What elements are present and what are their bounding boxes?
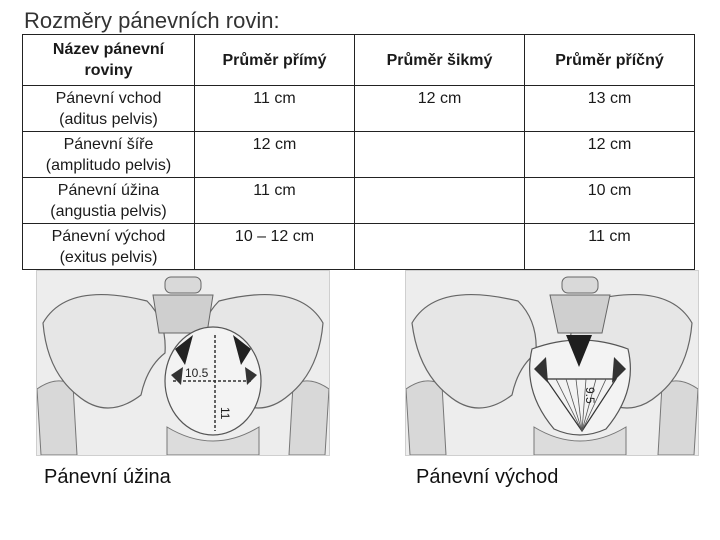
femur-right-shape (658, 381, 698, 455)
header-plane-name (23, 35, 195, 86)
direct-value: 11 cm (195, 86, 355, 132)
header-text: Průměr příčný (555, 51, 664, 69)
plane-latin-name: (aditus pelvis) (59, 110, 158, 128)
plane-name-cell (23, 132, 195, 178)
plane-latin-name: (angustia pelvis) (50, 202, 167, 220)
femur-right-shape (289, 381, 329, 455)
femur-left-shape (406, 381, 446, 455)
femur-left-shape (37, 381, 77, 455)
pelvis-illustration-svg (406, 271, 698, 455)
caption-pelvic-strait: Pánevní úžina (44, 466, 171, 488)
plane-name-cell (23, 86, 195, 132)
oblique-value: 12 cm (355, 86, 525, 132)
pelvis-strait-illustration (36, 270, 330, 456)
pelvic-dimensions-table (22, 34, 695, 270)
table-row (23, 224, 695, 270)
header-direct-diameter (195, 35, 355, 86)
plane-name: Pánevní šíře (63, 135, 154, 153)
plane-latin-name: (exitus pelvis) (59, 248, 158, 266)
table-header-row (23, 35, 695, 86)
transverse-value: 12 cm (525, 132, 695, 178)
header-transverse-diameter (525, 35, 695, 86)
transverse-value: 11 cm (525, 224, 695, 270)
direct-value: 10 – 12 cm (195, 224, 355, 270)
pelvis-outlet-illustration (405, 270, 699, 456)
plane-latin-name: (amplitudo pelvis) (45, 156, 172, 174)
vertebra-shape (165, 277, 201, 293)
header-text: roviny (84, 62, 133, 79)
table-row (23, 86, 695, 132)
plane-name-cell (23, 224, 195, 270)
transverse-value: 10 cm (525, 178, 695, 224)
conjugate-label: 11 (218, 407, 232, 420)
sacrum-shape (550, 295, 610, 333)
plane-name-cell (23, 178, 195, 224)
header-oblique-diameter (355, 35, 525, 86)
vertebra-shape (562, 277, 598, 293)
caption-pelvic-outlet: Pánevní východ (416, 466, 559, 488)
page-title: Rozměry pánevních rovin: (24, 8, 280, 33)
transverse-value: 13 cm (525, 86, 695, 132)
outlet-diameter-label: 9.5 (583, 387, 597, 404)
header-text: Název pánevní (52, 41, 165, 58)
oblique-value (355, 132, 525, 178)
pelvis-illustration-svg (37, 271, 329, 455)
oblique-value (355, 224, 525, 270)
header-text: Průměr přímý (222, 51, 327, 69)
header-text: Průměr šikmý (386, 51, 493, 69)
oblique-value (355, 178, 525, 224)
transverse-label: 10.5 (185, 366, 209, 380)
plane-name: Pánevní východ (51, 227, 166, 245)
direct-value: 12 cm (195, 132, 355, 178)
plane-name: Pánevní vchod (55, 89, 162, 107)
table-row (23, 132, 695, 178)
direct-value: 11 cm (195, 178, 355, 224)
plane-name: Pánevní úžina (57, 181, 160, 199)
table-row (23, 178, 695, 224)
